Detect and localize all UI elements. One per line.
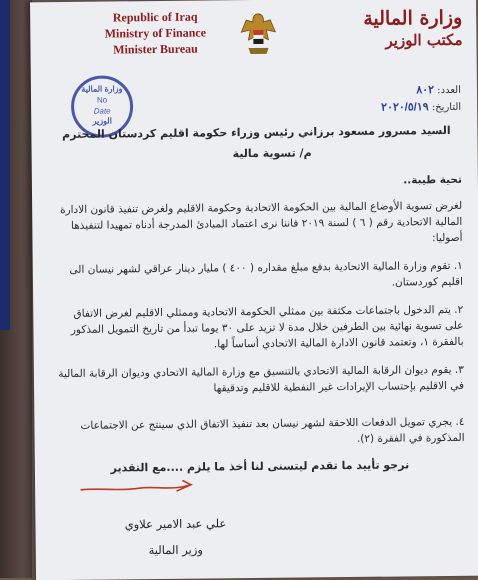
reference-date: [351, 99, 461, 117]
letterhead-ministry: وزارة المالية: [363, 6, 463, 30]
signatory-block: [105, 510, 246, 563]
arabic-letterhead: [342, 6, 462, 51]
stamp-text: No: [96, 95, 108, 105]
handwritten-signature: [79, 479, 199, 500]
closing-line: نرجو تأييد ما تقدم ليتسنى لنا أخذ ما يلزم ....مع التقدير: [110, 458, 410, 475]
point-paragraph: ١. تقوم وزارة المالية الاتحادية بدفع مبلغ مقداره ( ٤٠٠ ) مليار دينار عراقي لشهر نيسان الى اقليم كوردستان.: [69, 259, 464, 289]
english-letterhead: [90, 8, 220, 57]
eagle-emblem-icon: [238, 10, 279, 62]
subject-line: م/ تسوية مالية: [232, 146, 312, 161]
signatory-name: علي عبد الامير علاوي: [124, 516, 227, 532]
letter-body: [51, 124, 465, 475]
stamp-text: الوزير: [92, 116, 112, 126]
point-paragraph: ٢. يتم الدخول باجتماعات مكثفة بين ممثلي الحكومة الاتحادية وممثلي الاقليم لغرض الاتفاق على تسوية نهائية بين الطرفين خلال مدة لا تزيد على ٣٠ يوما تبدأ من تاريخ التمويل المذكور بالفقرة ١، وتعتمد قانون الادارة المالية الاتحادي أساساً لها.: [70, 303, 464, 351]
reference-number: [351, 82, 461, 100]
point-paragraph: ٣. يقوم ديوان الرقابة المالية الاتحادي بالتنسيق مع وزارة المالية الاتحادي وديوان الرقابة المالية في الاقليم بإحتساب الإيرادات غير النفطية للاقليم وتدقيقها: [58, 363, 465, 395]
number-label: العدد:: [437, 84, 462, 97]
point-paragraph: ٤. يجري تمويل الدفعات اللاحقة لشهر نيسان بعد تنفيذ الاتفاق الذي سينتج عن الاجتماعات المذكورة في الفقرة (٢).: [80, 415, 465, 445]
letterhead-line: Minister Bureau: [113, 41, 198, 57]
letterhead-line: Ministry of Finance: [104, 25, 207, 41]
signatory-title: وزير المالية: [148, 542, 203, 558]
number-value: ٨٠٢: [416, 84, 435, 97]
greeting-line: تحية طيبة..: [403, 173, 462, 187]
letterhead-bureau: مكتب الوزير: [385, 30, 463, 50]
date-value: ٢٠٢٠/٥/١٩: [381, 101, 429, 114]
addressee-line: السيد مسرور مسعود برزاني رئيس وزراء حكومة اقليم كردستان المحترم: [62, 123, 451, 142]
intro-paragraph: لغرض تسوية الأوضاع المالية بين الحكومة الاتحادية وحكومة الاقليم ولغرض تنفيذ قانون الادارة المالية الاتحادية رقم ( ٦ ) لسنة ٢٠١٩ فاننا نرى اعتماد المبادئ المدرجة أدناه تمهيدا لتنفيذها أصوليا:: [59, 199, 463, 245]
date-label: التاريخ:: [431, 101, 462, 114]
reference-block: [351, 82, 461, 117]
binder-strip: [0, 0, 10, 330]
letter-page: [30, 0, 478, 580]
stamp-text: وزارة المالية: [81, 84, 123, 94]
letterhead-line: Republic of Iraq: [112, 9, 198, 25]
stamp-text: Date: [93, 106, 111, 116]
